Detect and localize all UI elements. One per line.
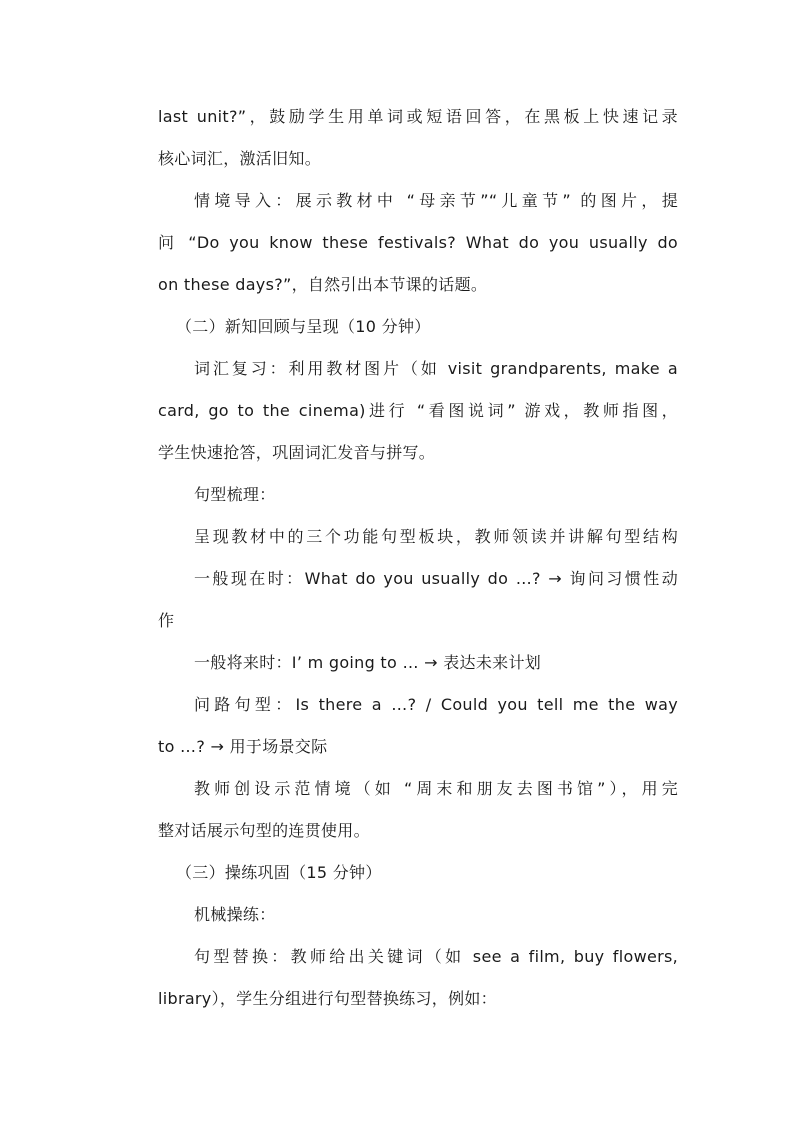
section-heading: （二）新知回顾与呈现（10 分钟） bbox=[176, 317, 431, 336]
paragraph-line: 问 “Do you know these festivals? What do you usually do bbox=[158, 233, 678, 252]
section-heading: （三）操练巩固（15 分钟） bbox=[176, 863, 382, 882]
paragraph-line: 呈现教材中的三个功能句型板块，教师领读并讲解句型结构 bbox=[194, 527, 678, 546]
paragraph-line: card, go to the cinema)进行 “看图说词” 游戏，教师指图， bbox=[158, 401, 678, 420]
paragraph-line: 情境导入：展示教材中 “母亲节”“儿童节” 的图片，提 bbox=[194, 191, 678, 210]
paragraph-line: 句型替换：教师给出关键词（如 see a film, buy flowers, bbox=[194, 947, 678, 966]
paragraph-line: 词汇复习：利用教材图片（如 visit grandparents, make a bbox=[194, 359, 678, 378]
paragraph-line: 教师创设示范情境（如 “周末和朋友去图书馆”），用完 bbox=[194, 779, 678, 798]
paragraph-line: 作 bbox=[158, 611, 175, 630]
paragraph-line: 整对话展示句型的连贯使用。 bbox=[158, 821, 370, 840]
paragraph-line: 句型梳理： bbox=[194, 485, 276, 504]
paragraph-line: 问路句型：Is there a …? / Could you tell me the way bbox=[194, 695, 678, 714]
paragraph-line: library），学生分组进行句型替换练习，例如： bbox=[158, 989, 497, 1008]
paragraph-line: 一般现在时：What do you usually do …? → 询问习惯性动 bbox=[194, 569, 678, 588]
paragraph-line: 核心词汇，激活旧知。 bbox=[158, 149, 322, 168]
paragraph-line: 一般将来时：I’ m going to … → 表达未来计划 bbox=[194, 653, 542, 672]
paragraph-line: 机械操练： bbox=[194, 905, 276, 924]
paragraph-line: on these days?”，自然引出本节课的话题。 bbox=[158, 275, 488, 294]
paragraph-line: last unit?”，鼓励学生用单词或短语回答，在黑板上快速记录 bbox=[158, 107, 678, 126]
paragraph-line: 学生快速抢答，巩固词汇发音与拼写。 bbox=[158, 443, 436, 462]
paragraph-line: to …? → 用于场景交际 bbox=[158, 737, 328, 756]
